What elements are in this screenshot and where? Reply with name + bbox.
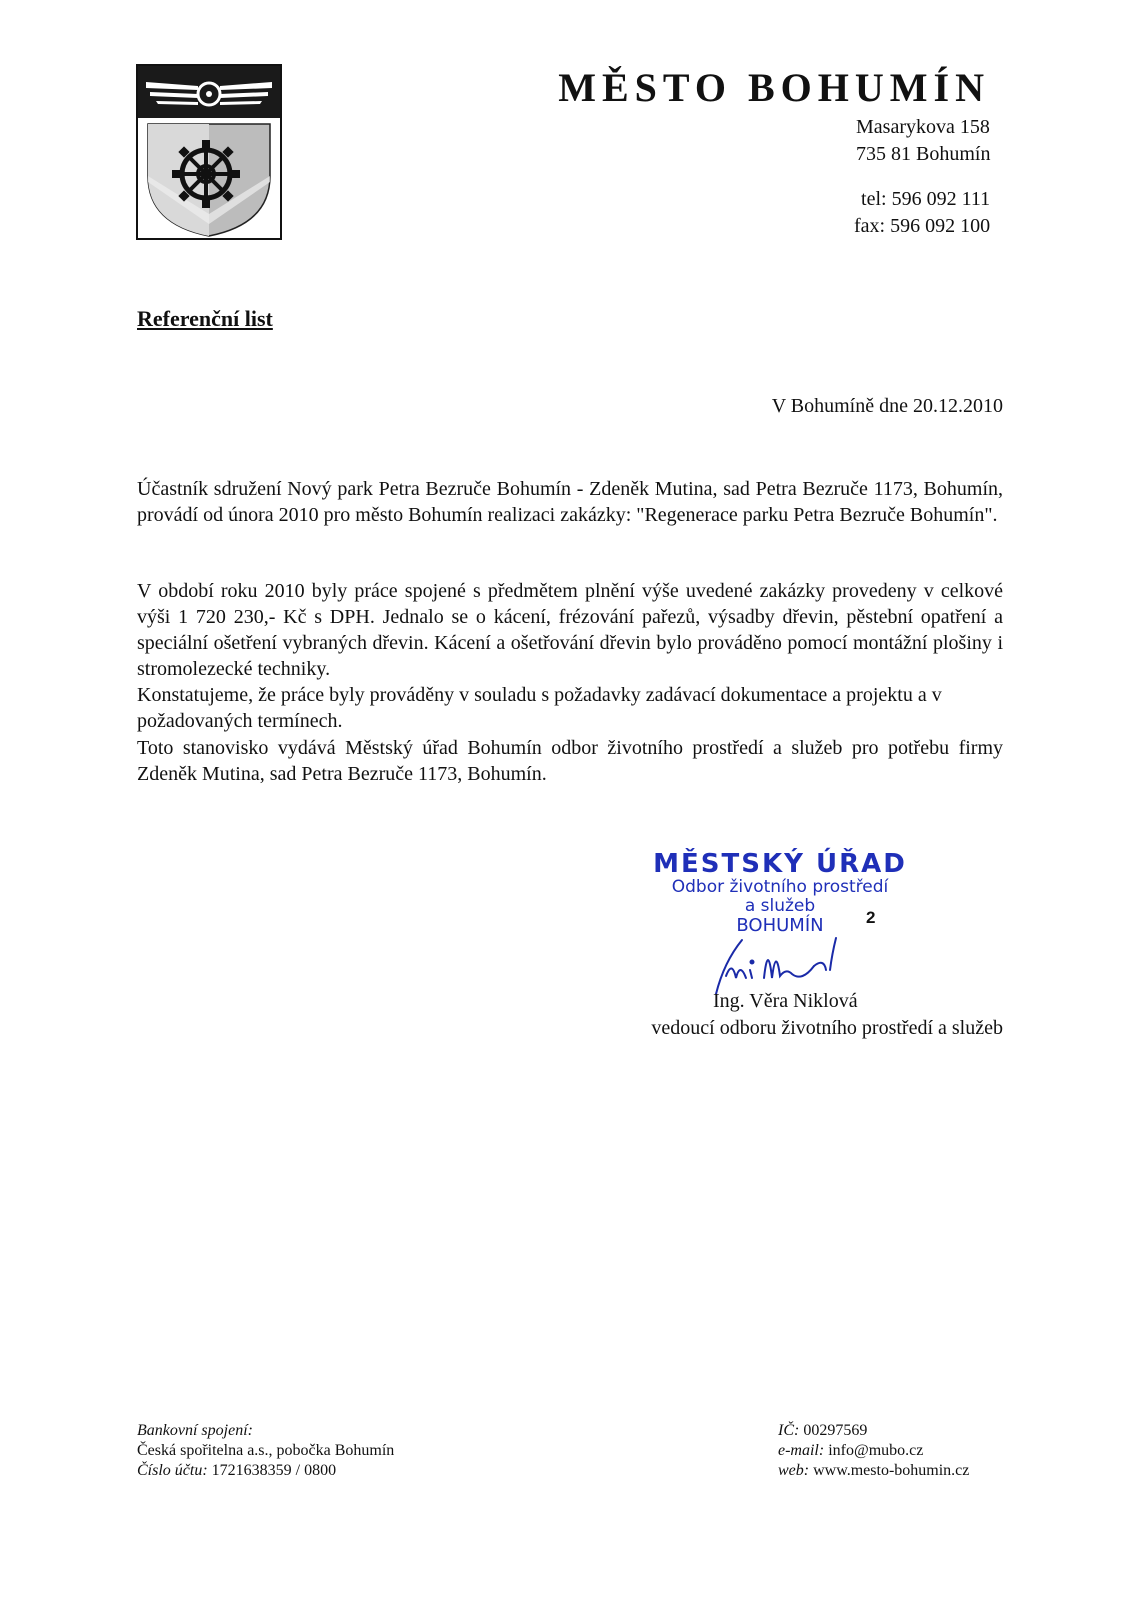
stamp-line-3: a služeb — [744, 896, 816, 916]
paragraph-group — [137, 578, 1003, 734]
fax: fax: 596 092 100 — [854, 215, 991, 237]
ic-label: IČ: — [778, 1422, 800, 1439]
signatory-name: Ing. Věra Niklová — [713, 990, 858, 1012]
city: 735 81 Bohumín — [856, 143, 991, 165]
stamp-line-2: Odbor životního prostředí — [671, 877, 889, 897]
stamp-line-1: MĚSTSKÝ ÚŘAD — [653, 849, 907, 879]
bank-label: Bankovní spojení: — [137, 1422, 253, 1439]
street: Masarykova 158 — [856, 116, 990, 138]
account-number: 1721638359 / 0800 — [211, 1462, 337, 1479]
email-link[interactable]: info@mubo.cz — [828, 1442, 924, 1459]
footer-bank — [137, 1421, 394, 1481]
email-label: e-mail: — [778, 1442, 825, 1459]
paragraph-3: Konstatujeme, že práce byly prováděny v souladu s požadavky zadávací dokumentace a projektu a v požadovaných termínech. — [137, 684, 942, 732]
web-link[interactable]: www.mesto-bohumin.cz — [813, 1462, 970, 1479]
paragraph-2: V období roku 2010 byly práce spojené s předmětem plnění výše uvedené zakázky provedeny v celkové výši 1 720 230,- Kč s DPH. Jednalo se o kácení, frézování pařezů, výsadby dřevin, pěstební opatření a speciální ošetření vybraných dřevin. Kácení a ošetřování dřevin bylo prováděno pomocí montážní plošiny i stromolezecké techniky. — [137, 580, 1003, 680]
web-label: web: — [778, 1462, 810, 1479]
ic-number: 00297569 — [803, 1422, 868, 1439]
signatory-role: vedoucí odboru životního prostředí a služeb — [651, 1017, 1003, 1039]
city-crest-icon — [136, 64, 282, 240]
bank-name: Česká spořitelna a.s., pobočka Bohumín — [137, 1442, 395, 1459]
telephone: tel: 596 092 111 — [861, 188, 991, 210]
document-title: Referenční list — [137, 306, 273, 331]
stamp-number: 2 — [866, 908, 876, 927]
place-and-date: V Bohumíně dne 20.12.2010 — [771, 395, 1003, 417]
organization-name: MĚSTO BOHUMÍN — [558, 65, 990, 110]
paragraph-1: Účastník sdružení Nový park Petra Bezruče Bohumín - Zdeněk Mutina, sad Petra Bezruče 1173, Bohumín, provádí od února 2010 pro město Bohumín realizaci zakázky: "Regenerace parku Petra Bezruče Bohumín". — [137, 478, 1003, 526]
contact-block — [854, 186, 990, 240]
stamp-line-4: BOHUMÍN — [736, 915, 824, 936]
footer-contact — [778, 1421, 969, 1481]
address-block — [856, 114, 990, 168]
account-label: Číslo účtu: — [137, 1462, 208, 1479]
paragraph-4: Toto stanovisko vydává Městský úřad Bohumín odbor životního prostředí a služeb pro potřebu firmy Zdeněk Mutina, sad Petra Bezruče 1173, Bohumín. — [137, 737, 1003, 785]
